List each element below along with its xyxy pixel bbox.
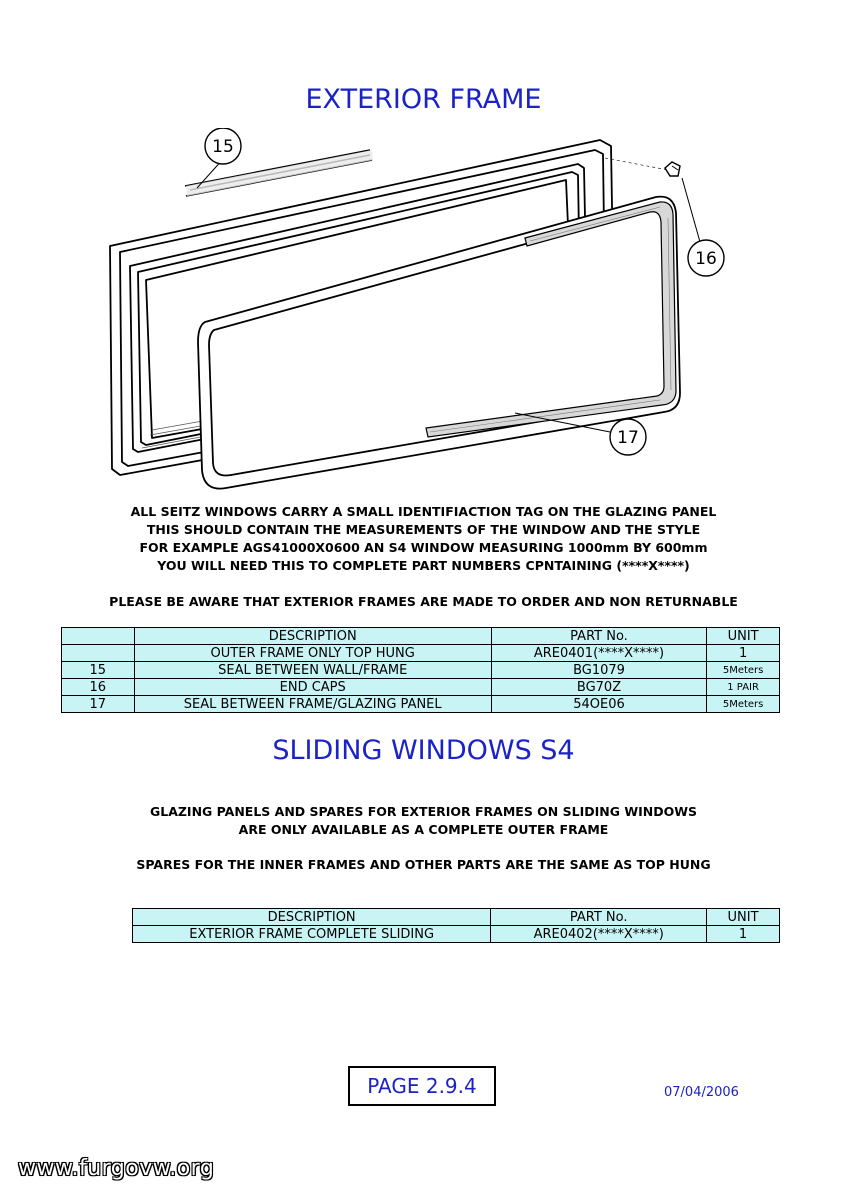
header-cell: DESCRIPTION xyxy=(133,909,491,926)
note-line: THIS SHOULD CONTAIN THE MEASUREMENTS OF THE WINDOW AND THE STYLE xyxy=(146,522,701,537)
header-cell: DESCRIPTION xyxy=(134,628,491,645)
sliding-parts-table xyxy=(132,908,780,943)
header-cell: PART No. xyxy=(491,909,707,926)
table-cell: 1 xyxy=(707,926,780,943)
note-line: ARE ONLY AVAILABLE AS A COMPLETE OUTER FRAME xyxy=(238,822,609,837)
table-cell: 15 xyxy=(62,662,135,679)
table-row xyxy=(62,696,780,713)
table-cell: 5Meters xyxy=(707,662,780,679)
callout-15: 15 xyxy=(212,137,234,157)
identification-notes xyxy=(0,503,847,575)
non-returnable-notice: PLEASE BE AWARE THAT EXTERIOR FRAMES ARE MADE TO ORDER AND NON RETURNABLE xyxy=(109,594,738,609)
callout-16: 16 xyxy=(695,249,717,269)
header-cell: PART No. xyxy=(491,628,706,645)
table-cell: OUTER FRAME ONLY TOP HUNG xyxy=(134,645,491,662)
table-cell: 1 xyxy=(707,645,780,662)
table-cell: EXTERIOR FRAME COMPLETE SLIDING xyxy=(133,926,491,943)
callout-17: 17 xyxy=(617,428,639,448)
header-cell: UNIT xyxy=(707,909,780,926)
exterior-parts-table xyxy=(61,627,780,713)
website-watermark: www.furgovw.org xyxy=(18,1156,215,1181)
page-number: PAGE 2.9.4 xyxy=(348,1066,496,1106)
table-header-row xyxy=(62,628,780,645)
document-date: 07/04/2006 xyxy=(664,1085,739,1100)
exterior-frame-diagram xyxy=(95,128,735,500)
header-cell xyxy=(62,628,135,645)
table-cell: 16 xyxy=(62,679,135,696)
table-cell: END CAPS xyxy=(134,679,491,696)
sliding-notes xyxy=(0,803,847,839)
table-cell: BG70Z xyxy=(491,679,706,696)
header-cell: UNIT xyxy=(707,628,780,645)
table-row xyxy=(62,662,780,679)
table-cell: ARE0401(****X****) xyxy=(491,645,706,662)
exterior-frame-title: EXTERIOR FRAME xyxy=(305,84,542,115)
table-cell: ARE0402(****X****) xyxy=(491,926,707,943)
table-row xyxy=(133,926,780,943)
table-cell: SEAL BETWEEN FRAME/GLAZING PANEL xyxy=(134,696,491,713)
table-row xyxy=(62,679,780,696)
note-line: YOU WILL NEED THIS TO COMPLETE PART NUMBERS CPNTAINING (****X****) xyxy=(157,558,690,573)
inner-frames-note: SPARES FOR THE INNER FRAMES AND OTHER PARTS ARE THE SAME AS TOP HUNG xyxy=(136,857,711,872)
table-cell xyxy=(62,645,135,662)
note-line: ALL SEITZ WINDOWS CARRY A SMALL IDENTIFIACTION TAG ON THE GLAZING PANEL xyxy=(130,504,717,519)
sliding-windows-title: SLIDING WINDOWS S4 xyxy=(272,735,575,766)
table-cell: 1 PAIR xyxy=(707,679,780,696)
table-cell: 54OE06 xyxy=(491,696,706,713)
note-line: GLAZING PANELS AND SPARES FOR EXTERIOR FRAMES ON SLIDING WINDOWS xyxy=(149,804,698,819)
table-cell: 17 xyxy=(62,696,135,713)
note-line: FOR EXAMPLE AGS41000X0600 AN S4 WINDOW MEASURING 1000mm BY 600mm xyxy=(139,540,708,555)
table-row xyxy=(62,645,780,662)
table-header-row xyxy=(133,909,780,926)
table-cell: BG1079 xyxy=(491,662,706,679)
table-cell: 5Meters xyxy=(707,696,780,713)
table-cell: SEAL BETWEEN WALL/FRAME xyxy=(134,662,491,679)
